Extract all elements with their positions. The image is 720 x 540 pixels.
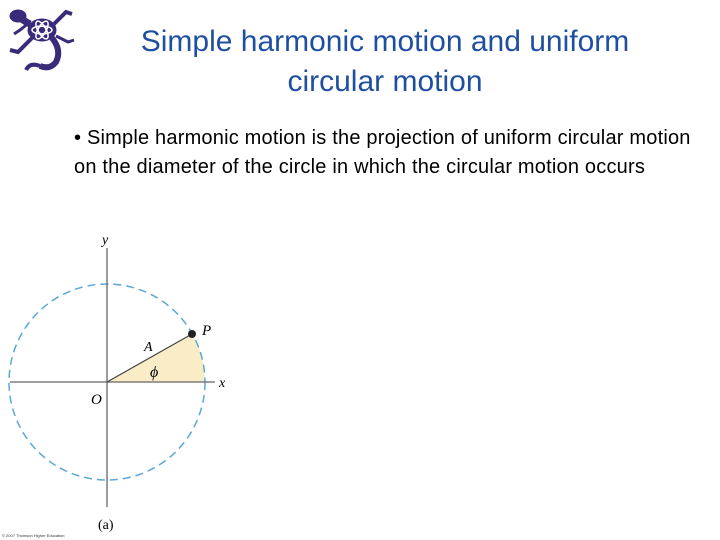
figure-caption: (a) (98, 518, 114, 533)
gecko-logo (0, 0, 80, 80)
radius-a-label: A (144, 340, 153, 355)
shm-circle-diagram (0, 222, 240, 540)
point-p-label: P (202, 323, 212, 339)
slide-title: Simple harmonic motion and uniform circular motion (140, 25, 630, 98)
origin-label: O (91, 392, 102, 408)
bullet-point (74, 124, 704, 181)
point-p (188, 330, 196, 338)
copyright-notice: © 2007 Thomson Higher Education (2, 533, 65, 538)
bullet-text: Simple harmonic motion is the projection of uniform circular motion on the diameter of the circle in which the circular motion occurs (74, 127, 691, 178)
bullet-marker: • (74, 127, 82, 149)
axis-y-label: y (102, 233, 109, 248)
axis-x-label: x (219, 376, 226, 391)
angle-phi-label: ϕ (150, 364, 159, 381)
